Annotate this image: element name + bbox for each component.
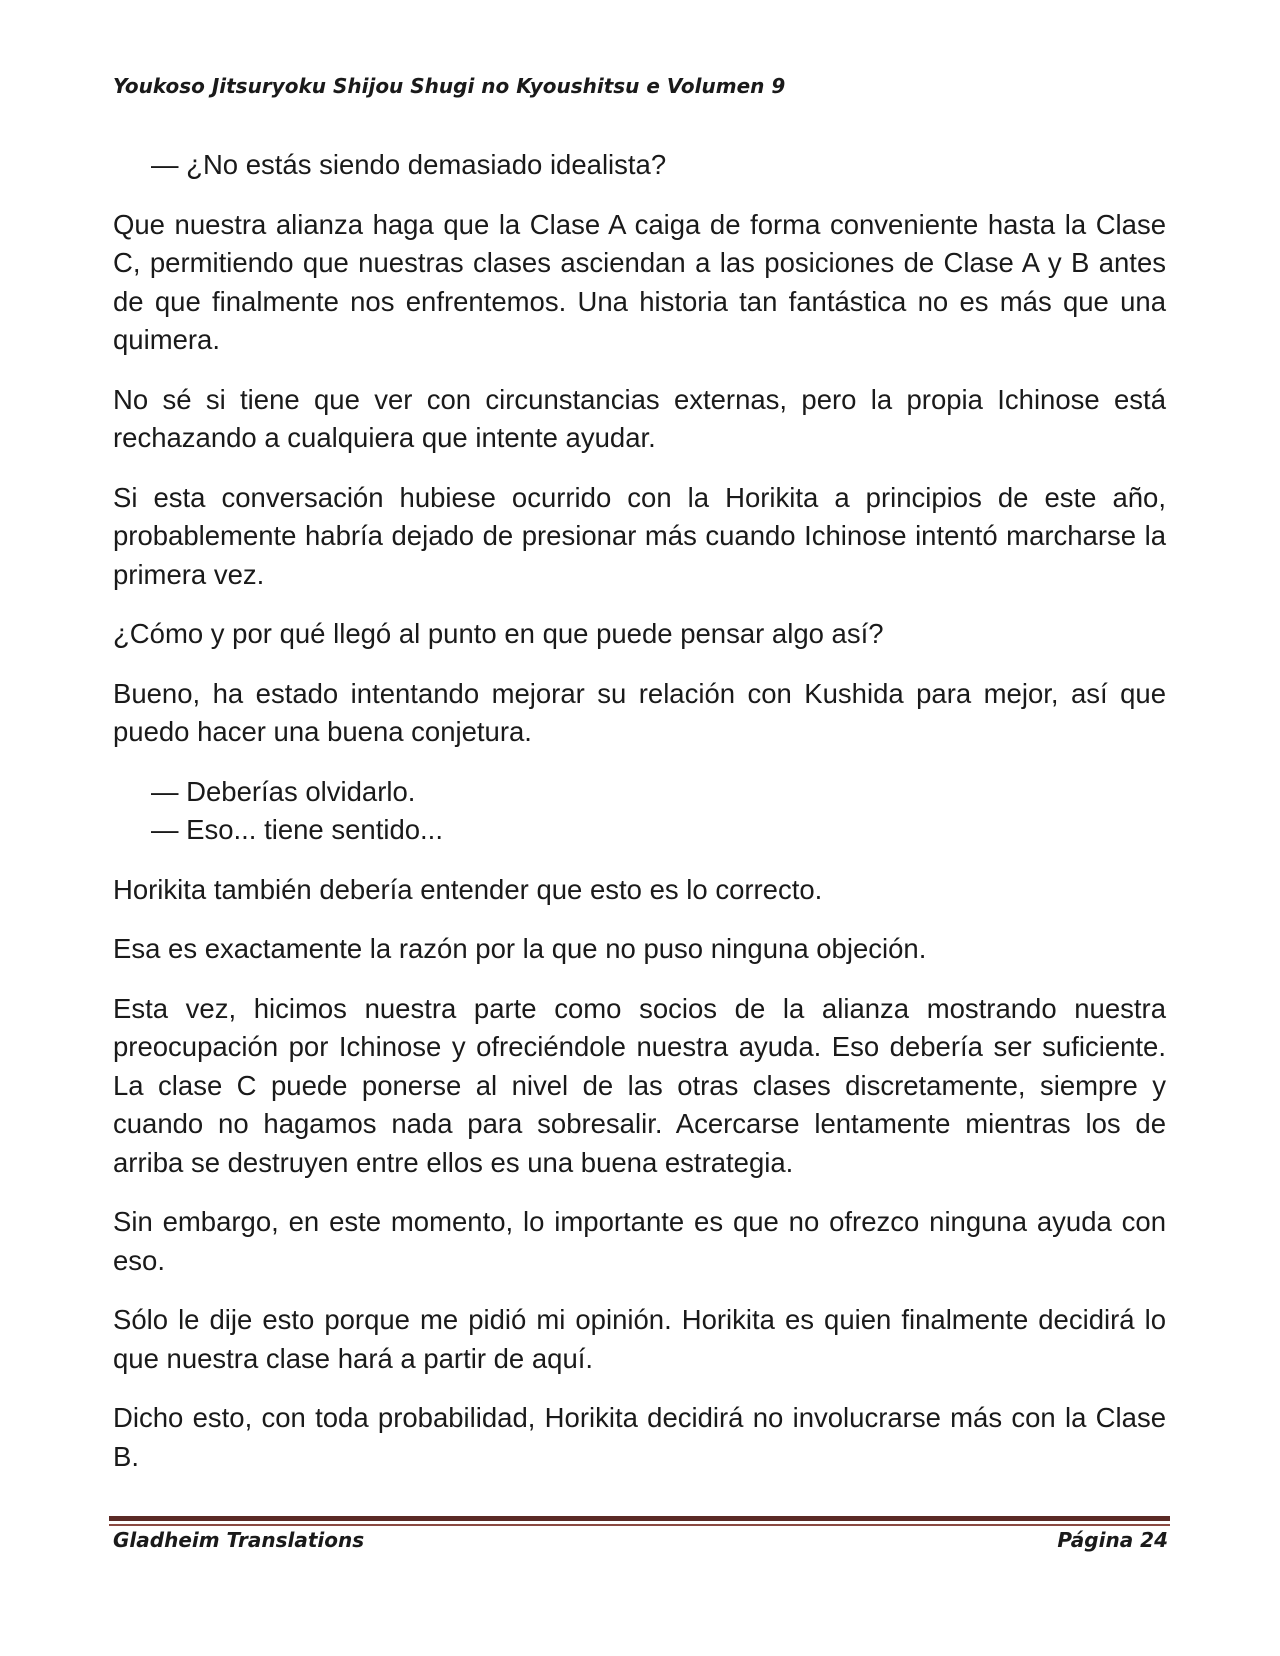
paragraph: Dicho esto, con toda probabilidad, Horikita decidirá no involucrarse más con la Clase B.	[113, 1402, 1166, 1472]
paragraph: ¿Cómo y por qué llegó al punto en que puede pensar algo así?	[113, 618, 884, 649]
paragraph: Sin embargo, en este momento, lo importante es que no ofrezco ninguna ayuda con eso.	[113, 1206, 1166, 1276]
footer-page-number: Página 24	[1057, 1528, 1168, 1552]
paragraph: Bueno, ha estado intentando mejorar su relación con Kushida para mejor, así que puedo hacer una buena conjetura.	[113, 677, 1166, 747]
dialog-line: — ¿No estás siendo demasiado idealista?	[151, 149, 667, 180]
paragraph: Esta vez, hicimos nuestra parte como socios de la alianza mostrando nuestra preocupación por Ichinose y ofreciéndole nuestra ayuda. Eso debería ser suficiente. La clase C puede ponerse al nivel de las otras clases discretamente, siempre y cuando no hagamos nada para sobresalir. Acercarse lentamente mientras los de arriba se destruyen entre ellos es una buena estrategia.	[113, 992, 1166, 1178]
paragraph: Esa es exactamente la razón por la que no puso ninguna objeción.	[113, 933, 927, 964]
footer-rule	[109, 1516, 1170, 1521]
dialog-line: — Eso... tiene sentido...	[151, 814, 443, 845]
paragraph: Que nuestra alianza haga que la Clase A caiga de forma conveniente hasta la Clase C, permitiendo que nuestras clases asciendan a las posiciones de Clase A y B antes de que finalmente nos enfrentemos. Una historia tan fantástica no es más que una quimera.	[113, 208, 1166, 355]
paragraph: Horikita también debería entender que esto es lo correcto.	[113, 873, 823, 905]
page-body	[113, 146, 1166, 1497]
footer-rule-thin	[109, 1524, 1170, 1526]
paragraph: No sé si tiene que ver con circunstancias externas, pero la propia Ichinose está rechazando a cualquiera que intente ayudar.	[113, 383, 1166, 453]
paragraph: Sólo le dije esto porque me pidió mi opinión. Horikita es quien finalmente decidirá lo que nuestra clase hará a partir de aquí.	[113, 1304, 1166, 1374]
footer-translator: Gladheim Translations	[113, 1528, 365, 1552]
running-header: Youkoso Jitsuryoku Shijou Shugi no Kyoushitsu e Volumen 9	[113, 74, 786, 98]
dialog-line: — Deberías olvidarlo.	[151, 775, 416, 807]
paragraph: Si esta conversación hubiese ocurrido con la Horikita a principios de este año, probablemente habría dejado de presionar más cuando Ichinose intentó marcharse la primera vez.	[113, 481, 1166, 590]
